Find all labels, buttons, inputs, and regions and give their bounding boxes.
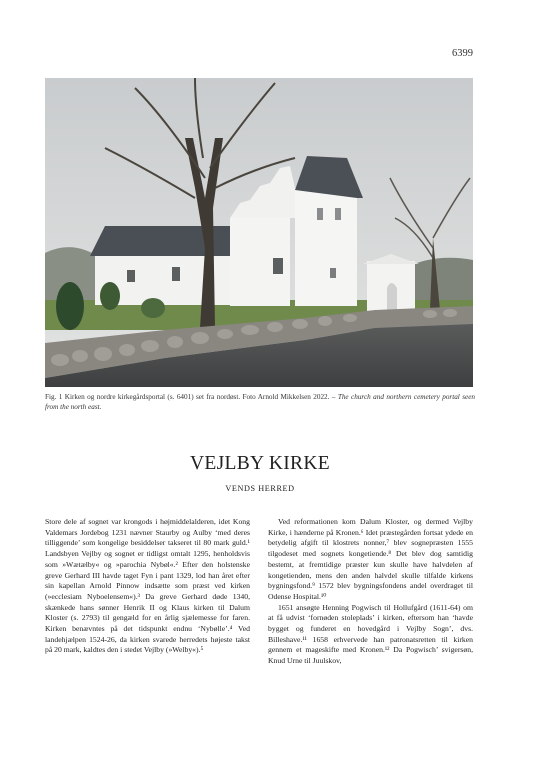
right-paragraph-2: 1651 ansøgte Henning Pogwisch til Hollufgård (1611-64) om at få udvist ‘fornøden stoleplads’ i kirken, eftersom han ‘havde bygget og funderet en hovedgård i Vejlby Sogn’, dvs. Billeshave.¹¹ 1658 erhvervede han patronatsretten til kirken gennem et mageskifte med Kronen.¹² Da Pogwisch’ svigersøn, Knud Urne til Juulskov,	[268, 602, 473, 666]
right-column	[268, 517, 473, 667]
caption-english: The church and northern cemetery portal seen from the north east.	[45, 393, 475, 411]
page-subtitle: VENDS HERRED	[225, 484, 295, 493]
left-paragraph: Store dele af sognet var krongods i højmiddelalderen, idet Kong Valdemars Jordebog 1231 nævner Staurby og Aulby ‘med deres tilliggende’ som kongelige besiddelser takseret til 80 mark guld.¹ Landsbyen Vejlby og sognet er tidligst omtalt 1295, henholdsvis som »Wætælby« og »parochia Nybøl«.² Efter den holstenske greve Gerhard III havde taget Fyn i pant 1329, lod han året efter sin kapellan Arnold Pinnow indsætte som præst ved kirken (»ecclesiam Nyboelensem«).³ Da greve Gerhard døde 1340, skænkede hans sønner Henrik II og Klaus kirken til Dalum Kloster (s. 2793) til gengæld for en årlig sjælemesse for faren. Kirken benævntes på det tidspunkt endnu ‘Nybølle’.⁴ Ved landehjælpen 1524-26, da kirken svarede herredets højeste takst på 20 mark, kaldtes den i stedet Vejlby (»Welby«).⁵	[45, 517, 250, 655]
page-title: VEJLBY KIRKE	[190, 453, 330, 474]
left-column	[45, 517, 250, 656]
figure-caption	[45, 392, 475, 412]
right-paragraph-1: Ved reformationen kom Dalum Kloster, og dermed Vejlby Kirke, i hænderne på Kronen.⁶ Idet præstegården fortsat ydede en betydelig afgift til klostrets nonner,⁷ blev sognepræsten 1555 tilgodeset med sognets kongetiende.⁸ Det blev dog samtidig bestemt, at fremtidige præster kun skulle have halvdelen af kongetienden, mens den anden halvdel skulle tilfalde kirkens bygningsfond.⁹ 1572 blev bygningsfondens andel overdraget til Odense Hospital.¹⁰	[268, 517, 473, 601]
page-number: 6399	[452, 48, 473, 59]
caption-danish: Fig. 1 Kirken og nordre kirkegårdsportal (s. 6401) set fra nordøst. Foto Arnold Mikkelsen 2022. –	[45, 393, 338, 401]
church-photo	[45, 78, 473, 387]
